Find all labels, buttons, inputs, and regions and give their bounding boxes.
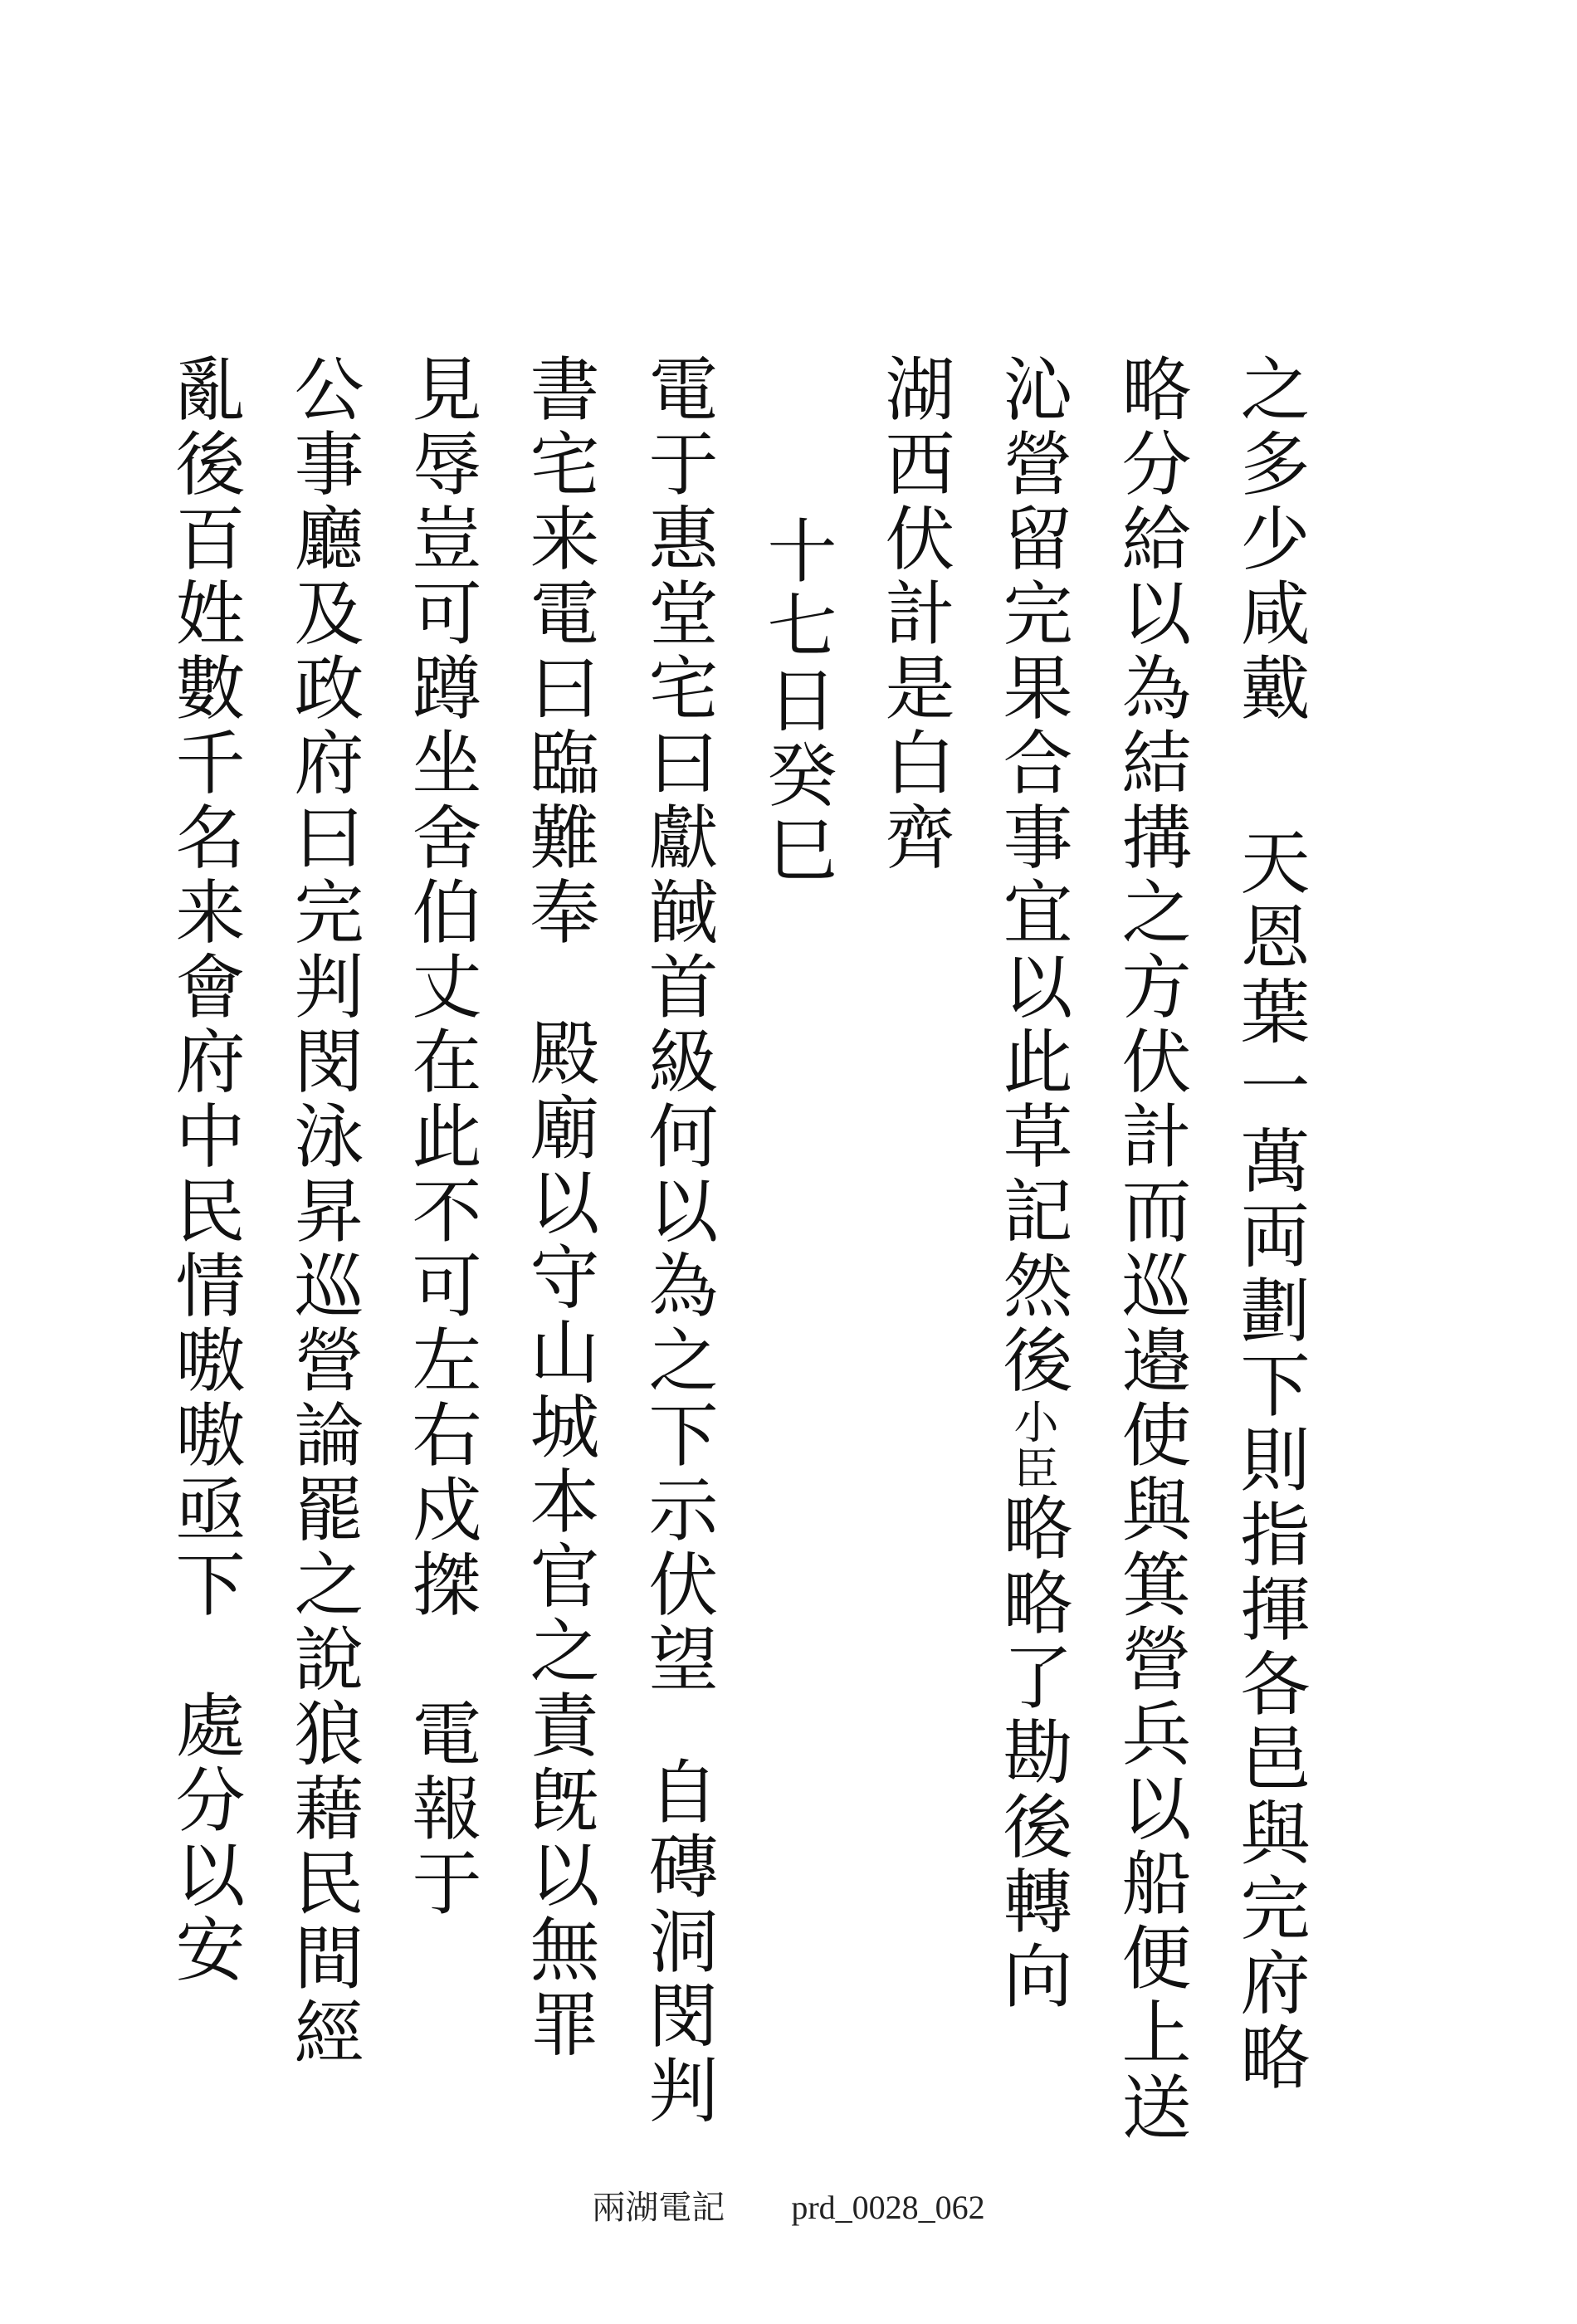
text-column-3-small-note: 小臣 <box>1007 1399 1059 1492</box>
text-column-3-part-b: 略略了勘後轉向 <box>992 1492 1073 2014</box>
text-column-2-part-a: 略分給以為結搆之方伏計而巡邉使與箕營兵以船便上送 <box>1111 353 1192 2146</box>
text-column-1 <box>1229 353 1311 2096</box>
text-column-4-part-a: 湖西伏計是白齊 <box>874 353 955 876</box>
text-column-3 <box>992 353 1073 2014</box>
text-column-7 <box>519 353 600 2063</box>
text-column-9-part-a: 公事廳及政府曰完判閔泳昇巡營論罷之說狼藉民間經 <box>283 353 364 2071</box>
text-column-4 <box>874 353 955 876</box>
footer-title: 兩湖電記 <box>592 2189 725 2227</box>
text-column-1-part-a: 之多少咸戴 <box>1229 353 1311 726</box>
text-column-6 <box>637 353 719 2129</box>
text-column-10 <box>164 353 246 1988</box>
text-column-6-part-b: 自磚洞閔判 <box>637 1755 719 2129</box>
text-column-8-part-b: 電報于 <box>401 1697 482 1921</box>
footer-page-code: prd_0028_062 <box>791 2189 985 2226</box>
text-column-10-part-b: 處分以安 <box>164 1689 246 1988</box>
text-column-10-part-a: 亂後百姓數千名来會府中民情嗷嗷亟下 <box>164 353 246 1623</box>
text-column-7-part-b: 殿廟以守山城本官之責旣以無罪 <box>519 1017 600 2063</box>
text-column-2 <box>1111 353 1192 2146</box>
text-column-8-part-a: 見辱豈可蹲坐舍伯丈在此不可左右戍搩 <box>401 353 482 1623</box>
text-column-1-part-b: 天恩葉一萬両劃下則指揮各邑與完府略 <box>1229 826 1311 2096</box>
date-heading: 十七日癸巳 <box>756 515 837 888</box>
page-footer <box>0 2181 1577 2229</box>
text-column-5 <box>756 515 837 888</box>
text-column-3-part-a: 沁營留完果合事宜以此草記然後 <box>992 353 1073 1399</box>
text-column-7-part-a: 書宅来電曰臨難奉 <box>519 353 600 950</box>
text-column-8 <box>401 353 482 1921</box>
text-column-6-part-a: 電于惠堂宅曰獻馘首級何以為之下示伏望 <box>637 353 719 1697</box>
text-column-9 <box>283 353 364 2071</box>
